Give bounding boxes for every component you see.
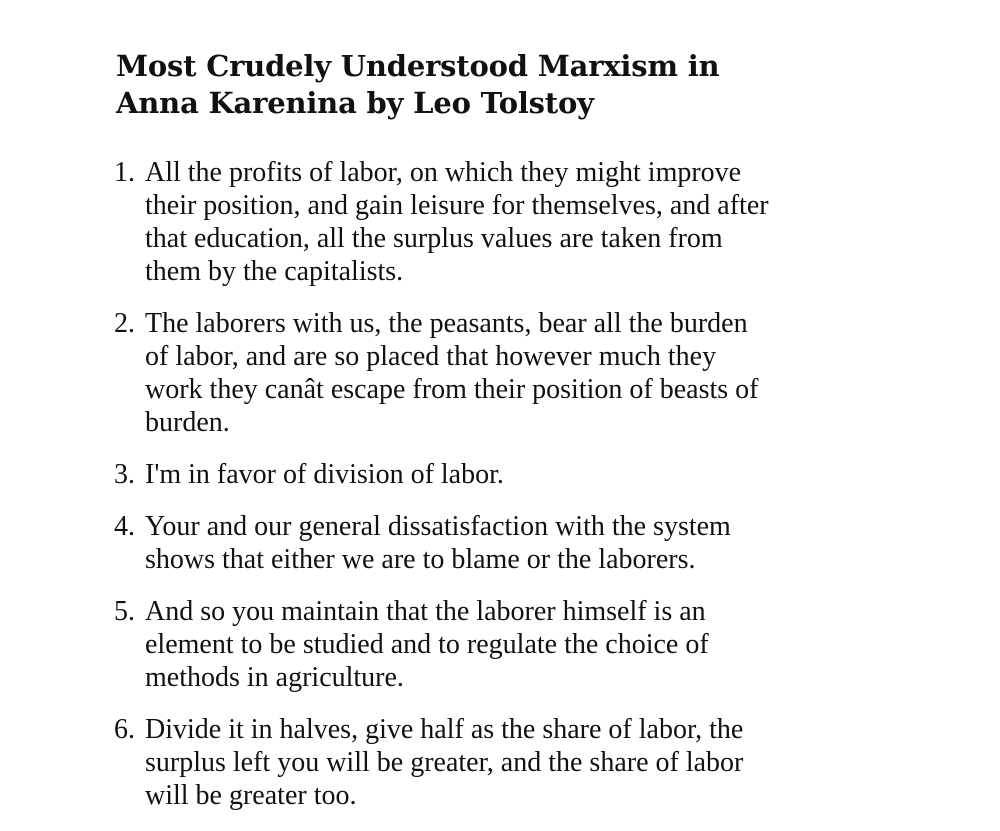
list-item (116, 307, 856, 439)
list-item-number: 6. (114, 714, 135, 745)
list-item-number: 3. (114, 459, 135, 490)
list-item-text-line: shows that either we are to blame or the laborers. (145, 544, 696, 575)
list-item-number: 5. (114, 596, 135, 627)
list-item (116, 156, 856, 288)
list-item-text-line: will be greater too. (145, 780, 357, 811)
list-item-text-line: The laborers with us, the peasants, bear all the burden (145, 308, 748, 339)
title-line: Most Crudely Understood Marxism in (116, 49, 720, 83)
list-item (116, 713, 856, 812)
list-item-text-line: Your and our general dissatisfaction with the system (145, 511, 731, 542)
list-item-number: 4. (114, 511, 135, 542)
list-item-text-line: that education, all the surplus values are taken from (145, 223, 723, 254)
list-item-text-line: work they canât escape from their position of beasts of (145, 374, 759, 405)
list-item (116, 458, 856, 491)
list-item-number: 2. (114, 308, 135, 339)
title-line: Anna Karenina by Leo Tolstoy (116, 86, 594, 120)
page-title (116, 48, 856, 122)
list-item-text-line: Divide it in halves, give half as the share of labor, the (145, 714, 744, 745)
list-item-text-line: of labor, and are so placed that however much they (145, 341, 717, 372)
list-item-text-line: And so you maintain that the laborer himself is an (145, 596, 706, 627)
list-item-text-line: burden. (145, 407, 230, 438)
list-item (116, 595, 856, 694)
list-item-text-line: element to be studied and to regulate the choice of (145, 629, 709, 660)
list-item (116, 510, 856, 576)
list-item-text-line: methods in agriculture. (145, 662, 404, 693)
list-item-number: 1. (114, 157, 135, 188)
list-item-text-line: All the profits of labor, on which they might improve (145, 157, 742, 188)
list-item-text-line: surplus left you will be greater, and the share of labor (145, 747, 744, 778)
document-page (116, 48, 856, 831)
numbered-list (116, 156, 856, 812)
list-item-text-line: their position, and gain leisure for themselves, and after (145, 190, 769, 221)
list-item-text-line: them by the capitalists. (145, 256, 404, 287)
list-item-text-line: I'm in favor of division of labor. (145, 459, 504, 490)
